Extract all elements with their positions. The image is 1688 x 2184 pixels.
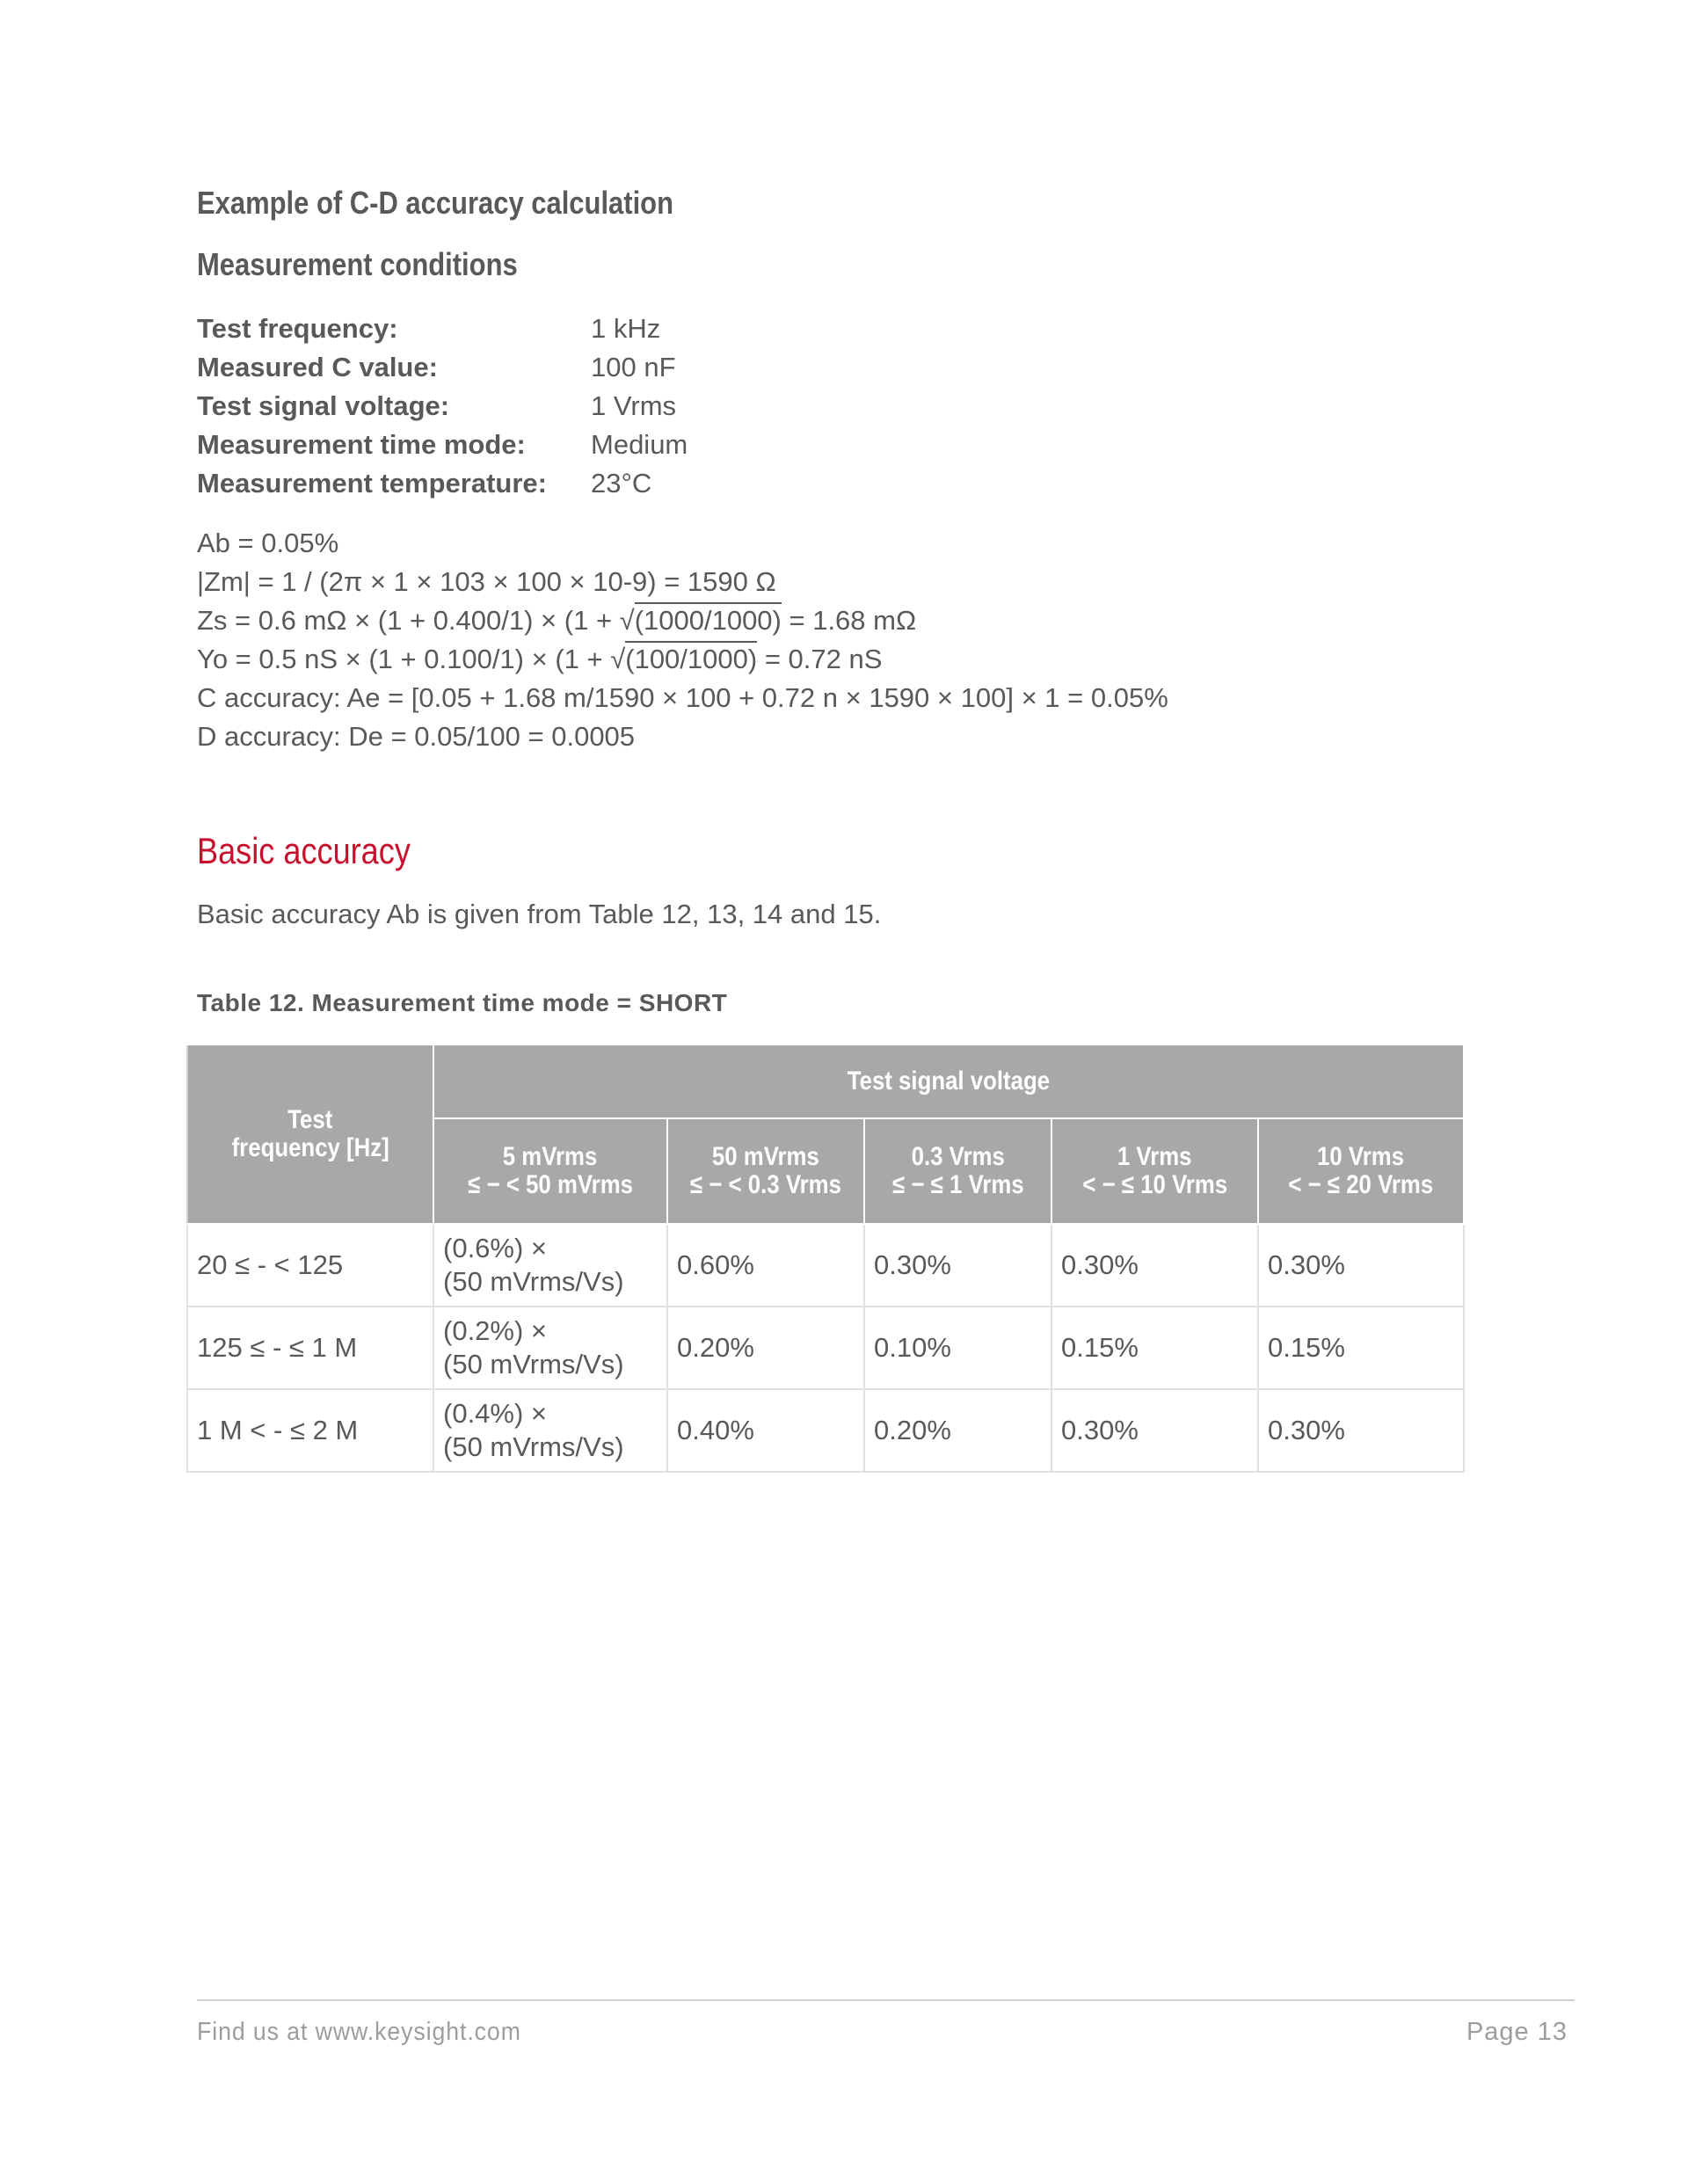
measurement-conditions (197, 309, 688, 503)
accuracy-cell-line1: (0.2%) × (443, 1315, 548, 1346)
column-header-line1: 0.3 Vrms (911, 1142, 1005, 1171)
accuracy-cell: 0.30% (1051, 1224, 1258, 1307)
condition-value: Medium (591, 429, 688, 460)
formula-yo (197, 640, 1168, 679)
column-header-line1: 5 mVrms (503, 1142, 598, 1171)
condition-label: Test frequency: (197, 313, 398, 344)
frequency-header-line2: frequency [Hz] (231, 1133, 389, 1162)
accuracy-cell-line1: (0.6%) × (443, 1233, 548, 1263)
accuracy-cell: 0.30% (1051, 1389, 1258, 1472)
accuracy-cell: 0.20% (864, 1389, 1051, 1472)
column-header-line1: 50 mVrms (712, 1142, 819, 1171)
formula-yo-post: = 0.72 nS (757, 644, 883, 674)
table-row (187, 1224, 1464, 1307)
accuracy-cell: 0.30% (864, 1224, 1051, 1307)
example-title: Example of C-D accuracy calculation (197, 185, 674, 221)
accuracy-cell: 0.15% (1051, 1307, 1258, 1389)
formula-d-accuracy: D accuracy: De = 0.05/100 = 0.0005 (197, 721, 636, 752)
condition-value: 1 Vrms (591, 390, 677, 421)
accuracy-cell (433, 1224, 667, 1307)
accuracy-cell (433, 1307, 667, 1389)
accuracy-cell-line2: (50 mVrms/Vs) (443, 1349, 624, 1380)
footer-website[interactable]: Find us at www.keysight.com (197, 2018, 521, 2046)
accuracy-cell-line1: (0.4%) × (443, 1398, 548, 1429)
condition-row (197, 464, 688, 503)
table-caption: Table 12. Measurement time mode = SHORT (197, 989, 728, 1016)
column-header-line1: 10 Vrms (1317, 1142, 1405, 1171)
column-header (433, 1118, 667, 1224)
condition-row (197, 426, 688, 464)
footer-divider (197, 1999, 1575, 2001)
accuracy-cell: 0.30% (1258, 1224, 1464, 1307)
column-header-line2: ≤ − < 50 mVrms (468, 1170, 633, 1199)
accuracy-cell: 0.30% (1258, 1389, 1464, 1472)
column-header (1051, 1118, 1258, 1224)
table-row (187, 1307, 1464, 1389)
frequency-header-line1: Test (287, 1105, 333, 1134)
condition-label: Test signal voltage: (197, 390, 450, 421)
column-header-line2: < − ≤ 10 Vrms (1082, 1170, 1227, 1199)
page-number: Page 13 (1466, 2018, 1568, 2046)
condition-value: 1 kHz (591, 313, 661, 344)
conditions-title: Measurement conditions (197, 246, 518, 282)
accuracy-cell (433, 1389, 667, 1472)
frequency-cell: 1 M < - ≤ 2 M (187, 1389, 433, 1472)
accuracy-table (186, 1044, 1465, 1473)
condition-label: Measurement temperature: (197, 468, 547, 499)
test-signal-voltage-label: Test signal voltage (847, 1067, 1051, 1096)
accuracy-cell: 0.40% (667, 1389, 864, 1472)
formula-zs-post: = 1.68 mΩ (781, 605, 917, 636)
table-header-row (187, 1045, 1464, 1118)
formula-c-accuracy: C accuracy: Ae = [0.05 + 1.68 m/1590 × 100 + 0.72 n × 1590 × 100] × 1 = 0.05% (197, 682, 1168, 713)
accuracy-cell: 0.10% (864, 1307, 1051, 1389)
condition-row (197, 348, 688, 387)
condition-row (197, 387, 688, 426)
frequency-cell: 125 ≤ - ≤ 1 M (187, 1307, 433, 1389)
basic-accuracy-text: Basic accuracy Ab is given from Table 12, 13, 14 and 15. (197, 899, 882, 929)
accuracy-cell: 0.60% (667, 1224, 864, 1307)
formula-zm: |Zm| = 1 / (2π × 1 × 103 × 100 × 10-9) = 1590 Ω (197, 566, 776, 597)
formula-zs-radicand: (1000/1000) (635, 602, 782, 636)
test-signal-voltage-header (433, 1045, 1464, 1118)
accuracy-cell: 0.15% (1258, 1307, 1464, 1389)
frequency-header (187, 1045, 433, 1224)
condition-label: Measurement time mode: (197, 429, 526, 460)
column-header (864, 1118, 1051, 1224)
accuracy-cell-line2: (50 mVrms/Vs) (443, 1431, 624, 1462)
formula-ab: Ab = 0.05% (197, 528, 339, 558)
column-header-line2: ≤ − ≤ 1 Vrms (891, 1170, 1024, 1199)
column-header-line1: 1 Vrms (1117, 1142, 1192, 1171)
frequency-cell: 20 ≤ - < 125 (187, 1224, 433, 1307)
formula-zs-pre: Zs = 0.6 mΩ × (1 + 0.400/1) × (1 + √ (197, 605, 635, 636)
condition-label: Measured C value: (197, 352, 438, 382)
column-header-line2: < − ≤ 20 Vrms (1288, 1170, 1434, 1199)
condition-row (197, 309, 688, 348)
column-header (1258, 1118, 1464, 1224)
formula-yo-radicand: (100/1000) (625, 641, 757, 674)
accuracy-cell: 0.20% (667, 1307, 864, 1389)
column-header-line2: ≤ − < 0.3 Vrms (690, 1170, 841, 1199)
formula-zs (197, 601, 1168, 640)
table-row (187, 1389, 1464, 1472)
formula-yo-pre: Yo = 0.5 nS × (1 + 0.100/1) × (1 + √ (197, 644, 626, 674)
basic-accuracy-heading: Basic accuracy (197, 830, 411, 871)
calculation-formulas (197, 524, 1168, 756)
column-header (667, 1118, 864, 1224)
condition-value: 100 nF (591, 352, 676, 382)
accuracy-cell-line2: (50 mVrms/Vs) (443, 1266, 624, 1297)
condition-value: 23°C (591, 468, 652, 499)
